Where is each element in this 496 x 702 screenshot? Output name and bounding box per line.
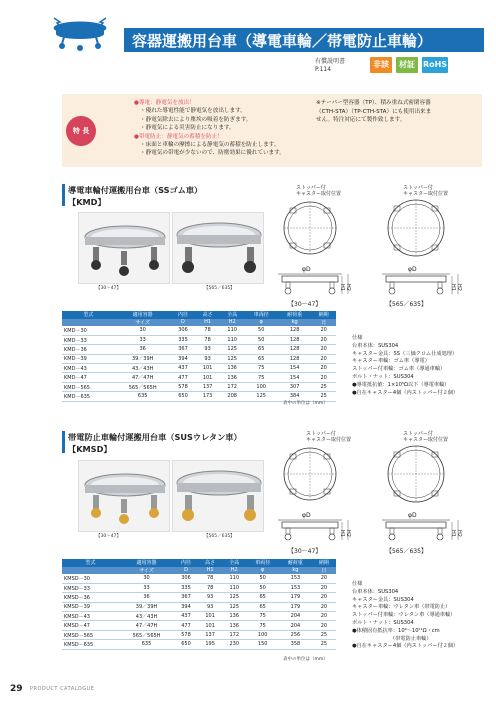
table-cell: 136: [220, 364, 245, 373]
table-cell: 47／47H: [119, 621, 174, 630]
kmsd-h2-large: H2: [456, 530, 462, 537]
kmsd-spec-text: [352, 581, 458, 651]
cart-logo-icon: [50, 12, 110, 54]
table-cell: KMD－43: [62, 364, 115, 373]
kmsd-h1-small: H1: [339, 530, 345, 537]
table-cell: 128: [278, 354, 311, 363]
table-cell: 384: [278, 392, 311, 401]
table-cell: 93: [198, 593, 222, 602]
spec-line: キャスター金具：SUS304: [352, 596, 414, 603]
table-cell: 78: [195, 335, 220, 344]
table-cell: 36: [119, 593, 174, 602]
kmsd-stopper-label-2: ストッパー付 キャスター取付位置: [403, 431, 449, 443]
table-cell: 20: [311, 335, 336, 344]
note-line: ※テーパー型容器（TP）、積み重ね式密閉容器: [316, 100, 431, 106]
feature-line: ・静電気による災害防止になります。: [140, 125, 235, 132]
ref-line-2: P.114: [315, 66, 332, 73]
table-cell: 100: [246, 630, 279, 639]
th-lead-time: 納期: [311, 311, 336, 319]
table-cell: 39／39H: [115, 354, 171, 363]
table-cell: 394: [174, 602, 198, 611]
kmsd-dim-left: 【30～47】: [288, 548, 322, 555]
spec-line: キャスター車輪：ゴム車（導電）: [352, 358, 430, 365]
spec-line: キャスター金具：SS（三価クロム仕成処理）: [352, 350, 458, 357]
th-load: 耐荷重: [279, 559, 312, 567]
table-cell: KMD－565: [62, 382, 115, 391]
kmsd-photo-caption-left: 【30～47】: [96, 534, 121, 539]
th-height: 高さ: [198, 559, 222, 567]
table-cell: 650: [171, 392, 196, 401]
table-row: [62, 345, 336, 354]
section-marker: [62, 431, 65, 453]
th-sub: H1: [195, 319, 220, 327]
note-line: （CTH-STA）（TP-CTH-STA）にも使用出来ま: [316, 108, 432, 115]
table-cell: 50: [246, 583, 279, 592]
kmsd-title: [68, 431, 242, 455]
th-sub: H2: [222, 567, 246, 575]
table-cell: 75: [246, 612, 279, 621]
table-cell: 367: [171, 345, 196, 354]
kmd-stopper-label-1: ストッパー付 キャスター取付位置: [296, 185, 342, 197]
spec-title: 仕様: [352, 581, 363, 587]
table-cell: KMSD－47: [62, 621, 119, 630]
th-sub: 日: [312, 567, 336, 575]
table-cell: 125: [220, 354, 245, 363]
table-cell: 93: [195, 354, 220, 363]
kmsd-stopper-label-1: ストッパー付 キャスター取付位置: [306, 431, 352, 443]
table-row: [62, 574, 336, 583]
section-marker: [62, 184, 65, 206]
kmd-phi-d-large: φD: [408, 266, 417, 273]
table-cell: 25: [311, 382, 336, 391]
table-cell: 136: [222, 612, 246, 621]
feature-line: ●帯電防止：静電気の蓄積を防止！: [134, 133, 223, 140]
table-cell: KMD－39: [62, 354, 115, 363]
table-cell: 153: [279, 583, 312, 592]
th-total-height: 全高: [220, 311, 245, 319]
th-load: 耐荷重: [278, 311, 311, 319]
table-cell: 125: [222, 593, 246, 602]
table-cell: KMSD－39: [62, 602, 119, 611]
table-subheader-row: [62, 567, 336, 575]
badge-rohs: RoHS: [422, 57, 448, 73]
table-cell: 101: [198, 621, 222, 630]
table-cell: KMSD－43: [62, 612, 119, 621]
spec-line: ●導電抵抗値：1×10⁵Ω以下（導電車輪）: [352, 381, 450, 388]
table-cell: 20: [312, 583, 336, 592]
table-row: [62, 630, 336, 639]
kmsd-h2-small: H2: [345, 530, 351, 537]
features-note: [316, 99, 431, 125]
kmsd-photo-small: [78, 460, 170, 532]
th-container: 適用容器: [115, 311, 171, 319]
spec-line: ボルト・ナット：SUS304: [352, 373, 414, 380]
feature-line: ・静電気除去により塵埃の吸着を防ぎます。: [140, 116, 252, 123]
th-container: 適用容器: [119, 559, 174, 567]
table-cell: 20: [312, 621, 336, 630]
table-cell: KMSD－565: [62, 630, 119, 639]
table-cell: 172: [222, 630, 246, 639]
cart-photo-icon: [173, 213, 265, 285]
table-cell: 367: [174, 593, 198, 602]
catalog-label: PRODUCT CATALOGUE: [30, 686, 95, 692]
kmd-photo-caption-right: 【565／635】: [204, 286, 235, 291]
table-cell: 153: [279, 574, 312, 583]
table-cell: 75: [245, 373, 278, 382]
table-cell: 394: [171, 354, 196, 363]
th-sub: kg: [278, 319, 311, 327]
kmd-photo-caption-left: 【30～47】: [96, 286, 121, 291]
kmsd-title-line2: 【KMSD】: [68, 444, 112, 454]
table-cell: 256: [279, 630, 312, 639]
table-cell: 230: [222, 640, 246, 649]
th-sub: [62, 567, 119, 575]
kmsd-phi-d-small: φD: [302, 512, 311, 519]
table-cell: 47／47H: [115, 373, 171, 382]
table-cell: 93: [195, 345, 220, 354]
th-height: 高さ: [195, 311, 220, 319]
th-sub: kg: [279, 567, 312, 575]
page-title: 容器運搬用台車（導電車輪／帯電防止車輪）: [132, 32, 433, 50]
table-cell: 128: [278, 335, 311, 344]
kmd-title-line1: 導電車輪付運搬用台車（SSゴム車）: [68, 185, 203, 195]
table-row: [62, 335, 336, 344]
th-sub: φ: [245, 319, 278, 327]
kmsd-photo-large: [172, 460, 264, 532]
kmsd-spec-table: [62, 559, 336, 650]
table-cell: 137: [195, 382, 220, 391]
table-cell: 179: [279, 602, 312, 611]
kmd-h2-small: H2: [345, 284, 351, 291]
spec-line: ●体積固有抵抗率：10⁹～10¹¹Ω・cm: [352, 627, 440, 634]
table-cell: 101: [198, 612, 222, 621]
kmd-phi-d-small: φD: [302, 266, 311, 273]
kmsd-unit-note: 表中の単位は（mm）: [283, 657, 328, 662]
th-wheel-dia: 車両径: [245, 311, 278, 319]
table-row: [62, 602, 336, 611]
spec-line: 台車本体：SUS304: [352, 342, 399, 349]
th-model: 型式: [62, 311, 115, 319]
table-cell: 650: [174, 640, 198, 649]
cart-photo-icon: [79, 461, 171, 533]
table-cell: 30: [115, 326, 171, 335]
table-cell: 204: [279, 612, 312, 621]
table-cell: 43／43H: [115, 364, 171, 373]
table-row: [62, 612, 336, 621]
table-cell: 36: [115, 345, 171, 354]
table-row: [62, 621, 336, 630]
th-sub: サイズ: [119, 567, 174, 575]
table-cell: 25: [312, 640, 336, 649]
table-cell: 110: [220, 326, 245, 335]
th-sub: φ: [246, 567, 279, 575]
table-cell: 30: [119, 574, 174, 583]
table-cell: KMD－635: [62, 392, 115, 401]
table-cell: 110: [222, 583, 246, 592]
table-cell: 65: [245, 354, 278, 363]
kmsd-dim-right: 【565／635】: [386, 548, 427, 555]
table-cell: KMD－36: [62, 345, 115, 354]
table-cell: 477: [174, 621, 198, 630]
table-row: [62, 382, 336, 391]
kmsd-photo-caption-right: 【565／635】: [204, 534, 235, 539]
spec-line: 台車本体：SUS304: [352, 588, 399, 595]
table-cell: 75: [245, 364, 278, 373]
table-cell: KMD－30: [62, 326, 115, 335]
table-cell: 208: [220, 392, 245, 401]
table-cell: 136: [220, 373, 245, 382]
table-cell: 204: [279, 621, 312, 630]
table-header-row: [62, 311, 336, 319]
note-line: せん。特注対応にて製作致します。: [316, 117, 406, 124]
badge-material-cert: 材証: [396, 57, 418, 73]
kmd-title-line2: 【KMD】: [68, 197, 106, 207]
table-cell: 101: [195, 373, 220, 382]
th-sub: [62, 319, 115, 327]
table-cell: 101: [195, 364, 220, 373]
table-cell: 78: [198, 574, 222, 583]
table-cell: 78: [198, 583, 222, 592]
kmd-dim-right: 【565／635】: [386, 301, 427, 308]
features-list: [134, 99, 285, 158]
kmd-title: [68, 184, 202, 208]
table-row: [62, 583, 336, 592]
table-cell: 154: [278, 373, 311, 382]
table-header-row: [62, 559, 336, 567]
feature-line: ●導電：静電気を放出！: [134, 100, 195, 106]
spec-line: ストッパー付車輪：ウレタン車（導通車輪）: [352, 612, 456, 619]
reference-manual[interactable]: [315, 58, 345, 74]
th-total-height: 全高: [222, 559, 246, 567]
kmsd-h1-large: H1: [450, 530, 456, 537]
feature-line: ・優れた導電性能で静電気を放出します。: [140, 108, 246, 115]
kmd-spec-text: [352, 335, 458, 397]
table-row: [62, 373, 336, 382]
table-cell: 125: [220, 345, 245, 354]
table-cell: 20: [311, 345, 336, 354]
table-cell: 33: [115, 335, 171, 344]
table-cell: 128: [278, 326, 311, 335]
table-cell: 43／43H: [119, 612, 174, 621]
spec-line: （帯電防止車輪）: [390, 635, 432, 642]
table-cell: 20: [311, 373, 336, 382]
table-cell: 565／565H: [115, 382, 171, 391]
table-cell: 128: [278, 345, 311, 354]
table-cell: 437: [171, 364, 196, 373]
table-cell: 100: [245, 382, 278, 391]
table-cell: KMSD－33: [62, 583, 119, 592]
th-sub: 日: [311, 319, 336, 327]
table-cell: 635: [115, 392, 171, 401]
table-cell: KMSD－36: [62, 593, 119, 602]
table-cell: 565／565H: [119, 630, 174, 639]
table-cell: 437: [174, 612, 198, 621]
table-cell: 125: [245, 392, 278, 401]
feature-line: ・床面と車輪の摩擦による静電気の蓄積を防止します。: [140, 142, 280, 149]
kmsd-title-line1: 帯電防止車輪付運搬用台車（SUSウレタン車）: [68, 432, 242, 442]
table-row: [62, 593, 336, 602]
th-inner-dia: 内径: [171, 311, 196, 319]
th-lead-time: 納期: [312, 559, 336, 567]
kmd-h1-small: H1: [339, 284, 345, 291]
cart-photo-icon: [173, 461, 265, 533]
table-cell: 137: [198, 630, 222, 639]
table-cell: 173: [195, 392, 220, 401]
table-cell: 335: [171, 335, 196, 344]
kmd-spec-table: [62, 311, 336, 402]
table-cell: KMD－47: [62, 373, 115, 382]
table-cell: 75: [246, 621, 279, 630]
th-inner-dia: 内径: [174, 559, 198, 567]
spec-title: 仕様: [352, 335, 363, 341]
table-cell: 93: [198, 602, 222, 611]
table-cell: KMSD－30: [62, 574, 119, 583]
th-sub: H1: [198, 567, 222, 575]
table-cell: 179: [279, 593, 312, 602]
table-row: [62, 326, 336, 335]
table-cell: 154: [278, 364, 311, 373]
th-sub: D: [171, 319, 196, 327]
table-cell: 306: [171, 326, 196, 335]
spec-line: ●自在キャスター4個（内ストッパー付２個）: [352, 389, 459, 396]
table-cell: 110: [220, 335, 245, 344]
table-cell: 50: [245, 326, 278, 335]
table-cell: 20: [312, 574, 336, 583]
kmd-photo-small: [78, 212, 170, 284]
table-cell: 25: [312, 630, 336, 639]
table-cell: 335: [174, 583, 198, 592]
ref-line-1: 有償説明書: [315, 58, 346, 65]
kmd-unit-note: 表中の単位は（mm）: [283, 401, 328, 406]
cart-photo-icon: [79, 213, 171, 285]
table-row: [62, 364, 336, 373]
table-cell: 33: [119, 583, 174, 592]
table-cell: 635: [119, 640, 174, 649]
table-cell: 477: [171, 373, 196, 382]
table-cell: 78: [195, 326, 220, 335]
table-cell: 358: [279, 640, 312, 649]
table-cell: 20: [312, 602, 336, 611]
badge-hiscaigai: 非該: [370, 57, 392, 73]
table-row: [62, 354, 336, 363]
kmd-h2-large: H2: [456, 284, 462, 291]
table-cell: 20: [311, 354, 336, 363]
table-cell: 20: [311, 326, 336, 335]
table-cell: 65: [246, 593, 279, 602]
table-cell: 195: [198, 640, 222, 649]
spec-line: ボルト・ナット：SUS304: [352, 619, 414, 626]
kmd-photo-large: [172, 212, 264, 284]
table-row: [62, 640, 336, 649]
kmd-dim-left: 【30～47】: [288, 301, 322, 308]
th-model: 型式: [62, 559, 119, 567]
table-cell: 578: [174, 630, 198, 639]
table-cell: 20: [312, 593, 336, 602]
kmd-h1-large: H1: [450, 284, 456, 291]
table-cell: 307: [278, 382, 311, 391]
table-cell: 50: [246, 574, 279, 583]
spec-line: キャスター車輪：ウレタン車（帯電防止）: [352, 604, 451, 611]
table-cell: KMD－33: [62, 335, 115, 344]
spec-line: ストッパー付車輪：ゴム車（導通車輪）: [352, 366, 446, 373]
page-number: 29: [10, 684, 23, 694]
table-cell: KMSD－635: [62, 640, 119, 649]
table-cell: 136: [222, 621, 246, 630]
th-sub: サイズ: [115, 319, 171, 327]
table-cell: 578: [171, 382, 196, 391]
kmd-stopper-label-2: ストッパー付 キャスター取付位置: [403, 185, 449, 197]
table-cell: 20: [311, 364, 336, 373]
table-cell: 39／39H: [119, 602, 174, 611]
features-badge: 特 長: [66, 116, 96, 146]
table-cell: 306: [174, 574, 198, 583]
table-cell: 20: [312, 612, 336, 621]
table-cell: 125: [222, 602, 246, 611]
table-cell: 172: [220, 382, 245, 391]
th-wheel-dia: 車両径: [246, 559, 279, 567]
table-subheader-row: [62, 319, 336, 327]
spec-line: ●自在キャスター4個（内ストッパー付２個）: [352, 643, 459, 650]
table-cell: 65: [246, 602, 279, 611]
table-cell: 50: [245, 335, 278, 344]
table-cell: 110: [222, 574, 246, 583]
feature-line: ・静電気の帯電が少ないので、防塵効果に優れています。: [140, 150, 285, 157]
th-sub: H2: [220, 319, 245, 327]
kmsd-phi-d-large: φD: [408, 512, 417, 519]
table-cell: 150: [246, 640, 279, 649]
th-sub: D: [174, 567, 198, 575]
table-cell: 25: [311, 392, 336, 401]
table-cell: 65: [245, 345, 278, 354]
